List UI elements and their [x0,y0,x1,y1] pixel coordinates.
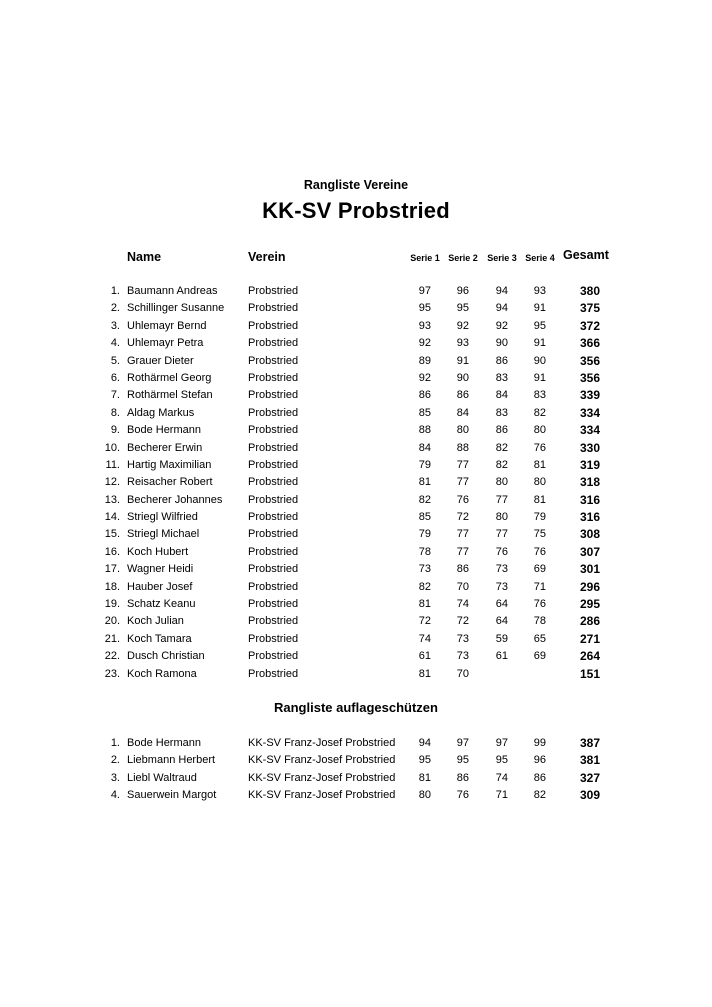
cell-rank: 16. [104,545,120,558]
table-header [0,248,712,266]
cell-serie-1: 89 [418,354,431,367]
cell-serie-4: 76 [533,598,546,611]
cell-gesamt: 327 [579,770,600,785]
cell-gesamt: 375 [579,301,600,316]
cell-serie-4: 76 [533,441,546,454]
cell-gesamt: 319 [579,457,600,472]
cell-serie-3: 77 [495,493,508,506]
cell-verein: Probstried [248,598,299,611]
cell-serie-1: 74 [418,632,431,645]
cell-name: Wagner Heidi [127,563,194,576]
table-row [0,335,712,352]
cell-rank: 20. [104,615,120,628]
cell-serie-3: 82 [495,458,508,471]
cell-name: Koch Ramona [127,667,197,680]
cell-rank: 1. [110,737,120,749]
cell-rank: 6. [110,371,120,384]
cell-serie-3: 59 [495,632,508,645]
cell-serie-1: 61 [418,650,431,663]
header-serie-1: Serie 1 [410,253,440,263]
cell-serie-1: 82 [418,580,431,593]
cell-name: Koch Julian [127,615,184,628]
cell-gesamt: 356 [579,370,600,385]
cell-serie-3: 73 [495,563,508,576]
table-row [0,770,712,787]
cell-serie-3: 74 [495,771,508,784]
cell-serie-3: 84 [495,389,508,402]
cell-name: Grauer Dieter [127,354,194,367]
table-row [0,440,712,457]
cell-name: Reisacher Robert [127,476,213,489]
cell-serie-2: 70 [456,667,469,680]
header-serie-3: Serie 3 [487,253,517,263]
cell-gesamt: 316 [579,492,600,507]
cell-serie-1: 85 [418,406,431,419]
cell-gesamt: 271 [579,631,600,646]
cell-serie-1: 79 [418,458,431,471]
table-row [0,735,712,752]
cell-serie-2: 73 [456,632,469,645]
cell-name: Rothärmel Georg [127,371,212,384]
cell-name: Uhlemayr Bernd [127,319,207,332]
cell-serie-2: 76 [456,493,469,506]
cell-verein: Probstried [248,545,299,558]
cell-serie-4: 82 [533,406,546,419]
cell-serie-2: 84 [456,406,469,419]
cell-serie-4: 91 [533,371,546,384]
cell-serie-4: 96 [533,754,546,767]
cell-serie-3: 64 [495,615,508,628]
cell-serie-4: 79 [533,511,546,524]
cell-serie-4: 69 [533,563,546,576]
cell-gesamt: 264 [579,649,600,664]
cell-gesamt: 339 [579,388,600,403]
cell-serie-2: 86 [456,563,469,576]
cell-serie-4: 69 [533,650,546,663]
cell-rank: 19. [104,598,120,611]
cell-serie-2: 76 [456,789,469,802]
cell-name: Sauerwein Margot [127,789,217,802]
cell-name: Aldag Markus [127,406,195,419]
cell-verein: Probstried [248,406,299,419]
cell-verein: Probstried [248,441,299,454]
cell-serie-4: 78 [533,615,546,628]
cell-serie-2: 95 [456,754,469,767]
cell-serie-2: 77 [456,476,469,489]
cell-name: Koch Hubert [127,545,189,558]
cell-serie-4: 81 [533,458,546,471]
cell-verein: Probstried [248,476,299,489]
cell-rank: 21. [104,632,120,645]
cell-serie-1: 78 [418,545,431,558]
cell-serie-2: 88 [456,441,469,454]
cell-rank: 17. [104,563,120,576]
table-row [0,283,712,300]
cell-verein: Probstried [248,493,299,506]
cell-gesamt: 330 [579,440,600,455]
cell-gesamt: 296 [579,579,600,594]
cell-verein: Probstried [248,424,299,437]
cell-serie-3: 86 [495,354,508,367]
cell-serie-4: 65 [533,632,546,645]
cell-serie-2: 93 [456,337,469,350]
table-row [0,300,712,317]
cell-verein: Probstried [248,563,299,576]
cell-verein: Probstried [248,528,299,541]
cell-rank: 18. [104,580,120,593]
cell-gesamt: 307 [579,544,600,559]
cell-rank: 14. [104,511,120,524]
cell-verein: Probstried [248,615,299,628]
document-title: KK-SV Probstried [262,198,450,223]
cell-gesamt: 309 [579,788,600,803]
cell-rank: 11. [105,458,120,471]
cell-verein: KK-SV Franz-Josef Probstried [248,771,396,784]
cell-serie-2: 90 [456,371,469,384]
table-row [0,666,712,683]
table-row [0,526,712,543]
cell-serie-1: 92 [418,371,431,384]
table-row [0,353,712,370]
table-row [0,544,712,561]
cell-rank: 9. [110,424,120,437]
cell-name: Hartig Maximilian [127,458,212,471]
cell-serie-1: 84 [418,441,431,454]
cell-serie-3: 77 [495,528,508,541]
cell-name: Bode Hermann [127,737,201,749]
cell-serie-3: 82 [495,441,508,454]
cell-verein: Probstried [248,337,299,350]
cell-serie-4: 83 [533,389,546,402]
cell-gesamt: 334 [579,423,600,438]
cell-serie-2: 77 [456,545,469,558]
cell-serie-3: 94 [495,302,508,315]
cell-name: Becherer Erwin [127,441,203,454]
cell-rank: 22. [104,650,120,663]
cell-serie-4: 99 [533,737,546,749]
cell-serie-4: 93 [533,285,546,297]
cell-name: Uhlemayr Petra [127,337,204,350]
cell-serie-1: 80 [418,789,431,802]
cell-gesamt: 151 [579,666,600,681]
table-row [0,474,712,491]
cell-name: Rothärmel Stefan [127,389,213,402]
cell-serie-2: 72 [456,511,469,524]
cell-rank: 7. [110,389,120,402]
cell-rank: 5. [110,354,120,367]
cell-gesamt: 380 [579,284,600,298]
cell-serie-1: 86 [418,389,431,402]
cell-serie-1: 81 [418,771,431,784]
cell-gesamt: 286 [579,614,600,629]
cell-rank: 8. [110,406,120,419]
cell-rank: 13. [104,493,120,506]
cell-serie-1: 95 [418,754,431,767]
cell-serie-3: 97 [495,737,508,749]
cell-gesamt: 356 [579,353,600,368]
cell-serie-4: 80 [533,476,546,489]
cell-gesamt: 295 [579,597,600,612]
table-row [0,596,712,613]
cell-serie-1: 92 [418,337,431,350]
cell-gesamt: 372 [579,318,600,333]
cell-serie-3: 80 [495,511,508,524]
cell-serie-3: 94 [495,285,508,297]
cell-serie-1: 73 [418,563,431,576]
document-subtitle: Rangliste Vereine [303,178,409,192]
cell-serie-2: 92 [456,319,469,332]
cell-gesamt: 316 [579,510,600,525]
cell-serie-3: 95 [495,754,508,767]
cell-serie-1: 94 [418,737,431,749]
section-title-auflage: Rangliste auflageschützen [274,700,438,715]
ranking-auflage-table [0,735,712,805]
cell-name: Liebl Waltraud [127,771,197,784]
cell-serie-3: 92 [495,319,508,332]
cell-rank: 12. [104,476,120,489]
table-row [0,561,712,578]
table-row [0,613,712,630]
cell-serie-4: 76 [533,545,546,558]
cell-gesamt: 381 [579,753,600,768]
header-name: Name [127,250,162,264]
cell-serie-1: 93 [418,319,431,332]
cell-verein: Probstried [248,371,299,384]
cell-rank: 23. [104,667,120,680]
cell-name: Schillinger Susanne [127,302,225,315]
cell-serie-2: 80 [456,424,469,437]
cell-serie-2: 72 [456,615,469,628]
cell-verein: Probstried [248,458,299,471]
table-row [0,370,712,387]
cell-serie-3: 71 [495,789,508,802]
cell-verein: Probstried [248,650,299,663]
cell-name: Striegl Wilfried [127,511,198,524]
cell-serie-2: 96 [456,285,469,297]
table-row [0,648,712,665]
cell-gesamt: 334 [579,405,600,420]
cell-serie-4: 86 [533,771,546,784]
cell-rank: 10. [104,441,120,454]
header-gesamt: Gesamt [563,248,609,262]
cell-name: Schatz Keanu [127,598,196,611]
cell-gesamt: 308 [579,527,600,542]
cell-serie-4: 90 [533,354,546,367]
cell-rank: 2. [110,302,120,315]
cell-serie-2: 77 [456,458,469,471]
table-row [0,787,712,804]
cell-rank: 3. [110,319,120,332]
cell-serie-3: 80 [495,476,508,489]
cell-verein: KK-SV Franz-Josef Probstried [248,754,396,767]
cell-serie-1: 95 [418,302,431,315]
cell-serie-4: 75 [533,528,546,541]
cell-serie-1: 81 [418,598,431,611]
cell-name: Baumann Andreas [127,285,218,297]
cell-verein: Probstried [248,511,299,524]
cell-serie-4: 91 [533,337,546,350]
table-row [0,579,712,596]
cell-serie-4: 91 [533,302,546,315]
cell-serie-2: 95 [456,302,469,315]
cell-gesamt: 366 [579,336,600,351]
cell-serie-2: 74 [456,598,469,611]
cell-serie-2: 70 [456,580,469,593]
cell-serie-1: 97 [418,285,431,297]
cell-name: Dusch Christian [127,650,205,663]
cell-serie-1: 79 [418,528,431,541]
table-row [0,492,712,509]
cell-serie-2: 77 [456,528,469,541]
table-row [0,509,712,526]
cell-verein: KK-SV Franz-Josef Probstried [248,737,396,749]
cell-name: Liebmann Herbert [127,754,216,767]
table-row [0,631,712,648]
cell-name: Striegl Michael [127,528,200,541]
cell-serie-1: 81 [418,476,431,489]
cell-verein: Probstried [248,667,299,680]
cell-serie-2: 73 [456,650,469,663]
cell-verein: Probstried [248,632,299,645]
cell-verein: KK-SV Franz-Josef Probstried [248,789,396,802]
cell-serie-3: 90 [495,337,508,350]
cell-serie-3: 83 [495,406,508,419]
table-row [0,318,712,335]
cell-rank: 3. [110,771,120,784]
cell-name: Bode Hermann [127,424,201,437]
cell-serie-2: 86 [456,389,469,402]
cell-serie-4: 81 [533,493,546,506]
ranking-table [0,283,712,683]
cell-serie-4: 95 [533,319,546,332]
cell-rank: 2. [110,754,120,767]
cell-rank: 4. [110,337,120,350]
table-row [0,422,712,439]
cell-serie-1: 85 [418,511,431,524]
cell-name: Becherer Johannes [127,493,223,506]
cell-verein: Probstried [248,302,299,315]
cell-name: Hauber Josef [127,580,193,593]
cell-verein: Probstried [248,319,299,332]
cell-rank: 15. [104,528,120,541]
cell-serie-3: 76 [495,545,508,558]
cell-serie-1: 82 [418,493,431,506]
cell-serie-1: 88 [418,424,431,437]
cell-serie-2: 97 [456,737,469,749]
table-row [0,457,712,474]
table-row [0,405,712,422]
cell-serie-2: 86 [456,771,469,784]
cell-verein: Probstried [248,389,299,402]
cell-gesamt: 318 [579,475,600,490]
cell-rank: 4. [110,789,120,802]
cell-rank: 1. [110,285,120,297]
cell-name: Koch Tamara [127,632,192,645]
cell-serie-1: 81 [418,667,431,680]
header-serie-2: Serie 2 [448,253,478,263]
header-serie-4: Serie 4 [525,253,555,263]
cell-serie-4: 82 [533,789,546,802]
cell-serie-4: 80 [533,424,546,437]
cell-verein: Probstried [248,354,299,367]
cell-serie-4: 71 [533,580,546,593]
cell-serie-1: 72 [418,615,431,628]
cell-serie-3: 83 [495,371,508,384]
table-row [0,752,712,769]
cell-serie-3: 86 [495,424,508,437]
table-row [0,387,712,404]
cell-serie-3: 61 [495,650,508,663]
cell-verein: Probstried [248,580,299,593]
cell-serie-2: 91 [456,354,469,367]
header-verein: Verein [248,250,286,264]
cell-verein: Probstried [248,285,299,297]
cell-gesamt: 387 [579,736,600,750]
cell-serie-3: 73 [495,580,508,593]
cell-serie-3: 64 [495,598,508,611]
cell-gesamt: 301 [579,562,600,577]
